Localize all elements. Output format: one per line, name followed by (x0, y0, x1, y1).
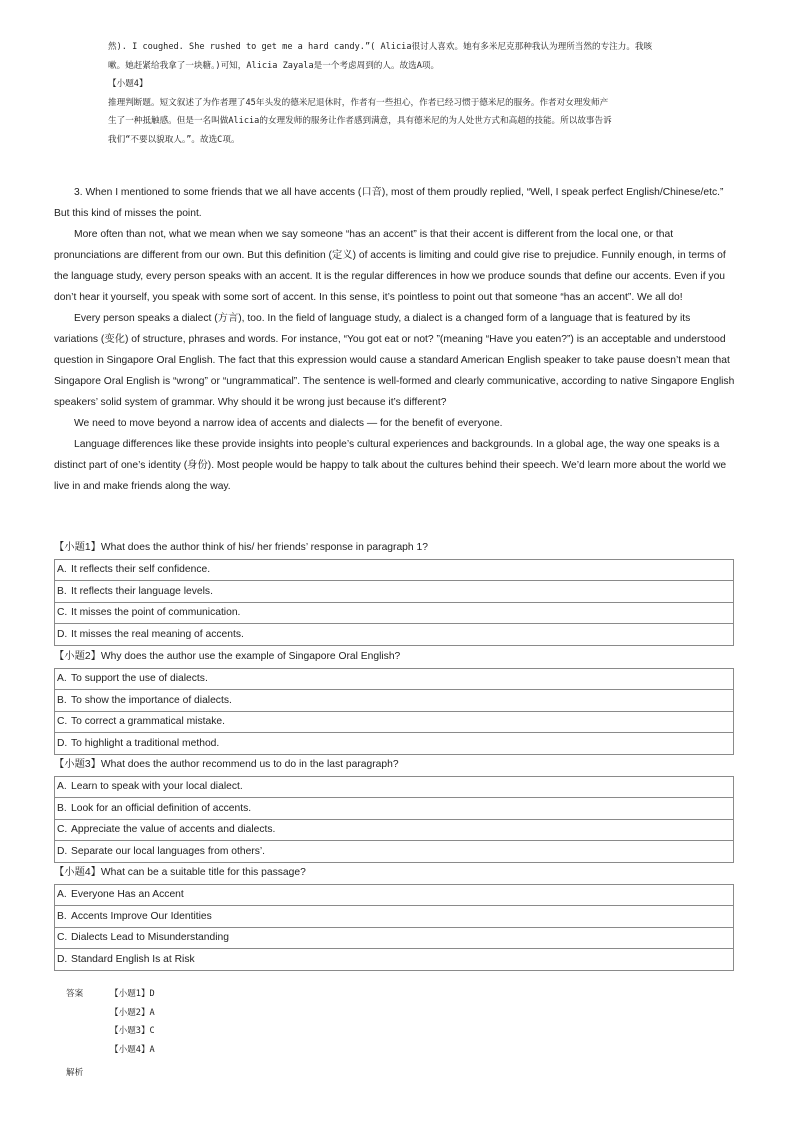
option-d[interactable]: D. Separate our local languages from others’. (55, 841, 734, 863)
option-d[interactable]: D. To highlight a traditional method. (55, 733, 734, 755)
answer-section (66, 985, 155, 1059)
options-table (54, 776, 734, 863)
question-stem: 【小题4】What can be a suitable title for this passage? (54, 867, 306, 878)
question-1 (54, 537, 734, 646)
question-stem: 【小题2】Why does the author use the example of Singapore Oral English? (54, 651, 401, 662)
option-c[interactable]: C. To correct a grammatical mistake. (55, 711, 734, 733)
question-stem: 【小题1】What does the author think of his/ her friends’ response in paragraph 1? (54, 542, 428, 553)
question-3 (54, 754, 734, 863)
reading-passage (54, 182, 737, 497)
option-b[interactable]: B. Look for an official definition of accents. (55, 798, 734, 820)
option-d[interactable]: D. Standard English Is at Risk (55, 949, 734, 971)
explanation-line: 生了一种抵触感。但是一名叫做Alicia的女理发师的服务让作者感到满意，具有德米尼的为人处世方式和高超的技能。所以故事告诉 (108, 116, 612, 126)
passage-paragraph-2: More often than not, what we mean when we say someone “has an accent” is that their accent is different from the local one, or that pronunciations are different from our own. But this definition (定义) of accents is limiting and could give rise to prejudice. Funnily enough, in terms of the language study, every person speaks with an accent. It is the regular differences in how we produce sounds that define our accents. Even if you don’t hear it yourself, you speak with some sort of accent. In this sense, it’s pointless to point out that someone “has an accent”. We all do! (54, 229, 726, 303)
question-2 (54, 646, 734, 755)
option-a[interactable]: A. To support the use of dialects. (55, 668, 734, 690)
answer-item: 【小题3】C (110, 1026, 155, 1036)
question-label: 【小题4】 (108, 79, 148, 89)
option-c[interactable]: C. Dialects Lead to Misunderstanding (55, 927, 734, 949)
explanation-line: 然). I coughed. She rushed to get me a hard candy.”( Alicia很讨人喜欢。她有多米尼克那种我认为理所当然的专注力。我咳 (108, 42, 653, 52)
option-c[interactable]: C. It misses the point of communication. (55, 602, 734, 624)
explanation-line: 推理判断题。短文叙述了为作者理了45年头发的德米尼退休时，作者有一些担心，作者已经习惯于德米尼的服务。作者对女理发师产 (108, 97, 609, 108)
options-table (54, 559, 734, 646)
passage-paragraph-3: Every person speaks a dialect (方言), too. In the field of language study, a dialect is a changed form of a language that is featured by its variations (变化) of structure, phrases and words. For instance, “You got eat or not? ”(meaning “Have you eaten?”) is an acceptable and understood question in Singapore Oral English. The fact that this expression would cause a standard American English speaker to take pause doesn’t mean that Singapore Oral English is “wrong” or “ungrammatical”. The sentence is well-formed and clearly communicative, according to native Singapore English speakers’ solid system of grammar. Why should it be wrong just because it’s different? (54, 313, 735, 408)
question-4 (54, 862, 734, 971)
answer-item: 【小题1】D (110, 989, 155, 999)
previous-explanation (108, 38, 723, 149)
explanation-line: 我们“不要以貌取人。”。故选C项。 (108, 134, 240, 145)
answer-label: 答案 (66, 989, 84, 999)
question-stem: 【小题3】What does the author recommend us to do in the last paragraph? (54, 759, 399, 770)
passage-paragraph-4: We need to move beyond a narrow idea of accents and dialects — for the benefit of everyone. (74, 418, 503, 429)
option-b[interactable]: B. To show the importance of dialects. (55, 690, 734, 712)
explanation-line: 嗽。她赶紧给我拿了一块糖。)可知，Alicia Zayala是一个考虑周到的人。故选A项。 (108, 60, 440, 71)
options-table (54, 668, 734, 755)
option-b[interactable]: B. Accents Improve Our Identities (55, 906, 734, 928)
option-a[interactable]: A. It reflects their self confidence. (55, 559, 734, 581)
answer-item: 【小题4】A (110, 1044, 155, 1055)
options-table (54, 884, 734, 971)
option-a[interactable]: A. Learn to speak with your local dialect. (55, 776, 734, 798)
option-d[interactable]: D. It misses the real meaning of accents. (55, 624, 734, 646)
answer-item: 【小题2】A (110, 1007, 155, 1018)
passage-paragraph-5: Language differences like these provide insights into people’s cultural experiences and backgrounds. In a global age, the way one speaks is a distinct part of one’s identity (身份). Most people would be happy to talk about the cultures behind their speech. We’d learn more about the world we live in and make friends along the way. (54, 439, 727, 492)
option-c[interactable]: C. Appreciate the value of accents and dialects. (55, 819, 734, 841)
option-b[interactable]: B. It reflects their language levels. (55, 581, 734, 603)
option-a[interactable]: A. Everyone Has an Accent (55, 884, 734, 906)
passage-paragraph-1: 3. When I mentioned to some friends that we all have accents (口音), most of them proudly replied, “Well, I speak perfect English/Chinese/etc.” But this kind of misses the point. (54, 187, 724, 219)
analysis-label: 解析 (66, 1068, 84, 1078)
